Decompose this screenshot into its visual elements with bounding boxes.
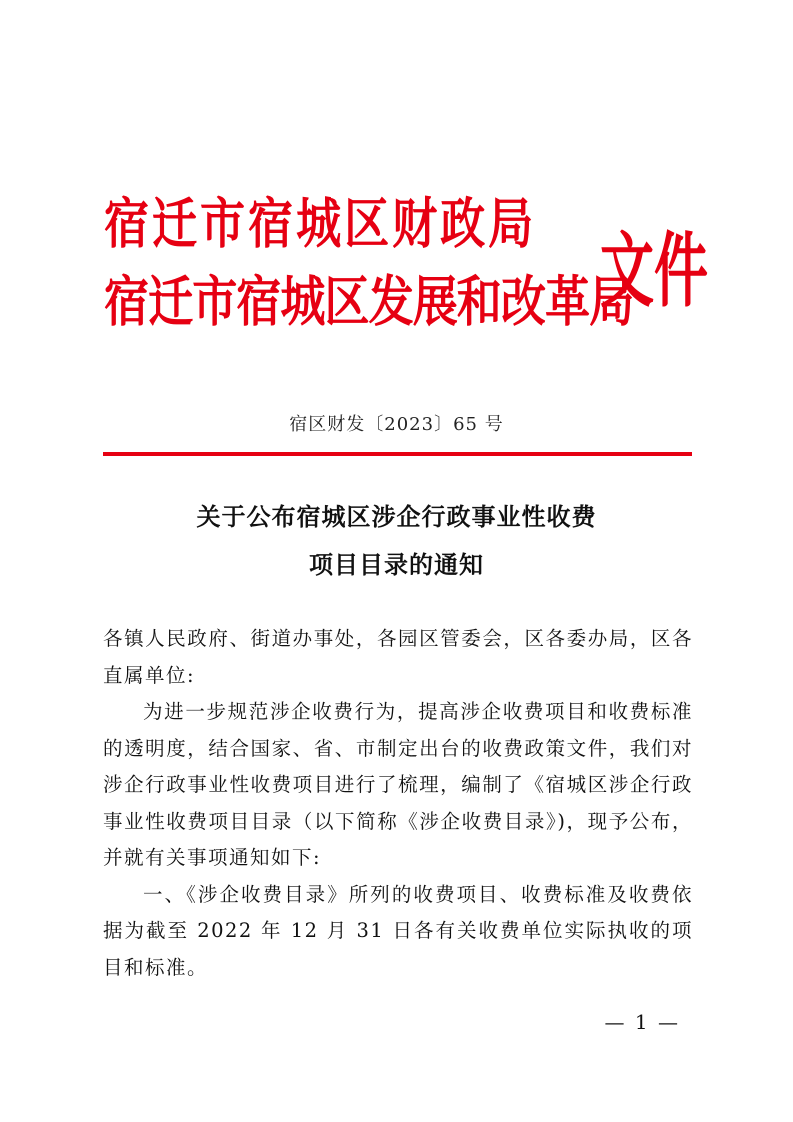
document-header (104, 178, 708, 358)
issuer-finance-bureau: 宿迁市宿城区财政局 (104, 191, 537, 256)
document-number: 宿区财发〔2023〕65 号 (289, 414, 504, 435)
notice-title-line-1: 关于公布宿城区涉企行政事业性收费 (196, 502, 597, 531)
issuer-development-reform-bureau: 宿迁市宿城区发展和改革局 (104, 269, 634, 334)
notice-title-line-2: 项目目录的通知 (309, 550, 484, 579)
notice-body (103, 621, 693, 986)
red-divider (103, 452, 692, 456)
page-number: — 1 — (604, 1010, 680, 1034)
body-paragraph-2: 一、《涉企收费目录》所列的收费项目、收费标准及收费依据为截至 2022 年 12 月 31 日各有关收费单位实际执收的项目和标准。 (103, 882, 693, 979)
body-paragraph-1: 为进一步规范涉企收费行为，提高涉企收费项目和收费标准的透明度，结合国家、省、市制定出台的收费政策文件，我们对涉企行政事业性收费项目进行了梳理，编制了《宿城区涉企行政事业性收费项目目录（以下简称《涉企收费目录》)，现予公布，并就有关事项通知如下: (103, 700, 693, 869)
recipients-paragraph: 各镇人民政府、街道办事处，各园区管委会，区各委办局，区各直属单位: (103, 627, 693, 687)
document-label: 文件 (600, 224, 708, 320)
